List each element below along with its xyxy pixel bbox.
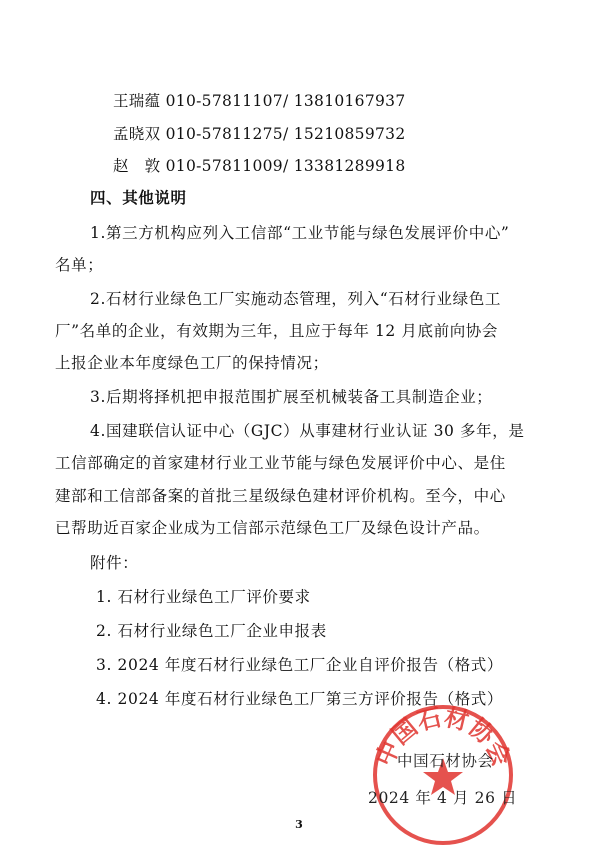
paragraph-line: 3.后期将择机把申报范围扩展至机械装备工具制造企业； <box>90 388 493 406</box>
paragraph-line: 工信部确定的首家建材行业工业节能与绿色发展评价中心、是住 <box>55 454 506 472</box>
attachment-item: 3. 2024 年度石材行业绿色工厂企业自评价报告（格式） <box>96 656 503 674</box>
attachment-item: 2. 石材行业绿色工厂企业申报表 <box>96 622 327 640</box>
paragraph-line: 1.第三方机构应列入工信部“工业节能与绿色发展评价中心” <box>90 224 510 242</box>
paragraph-line: 2.石材行业绿色工厂实施动态管理，列入“石材行业绿色工 <box>90 290 501 308</box>
contact-phones: 010-57811107/ 13810167937 <box>165 92 406 110</box>
contact-name: 孟晓双 <box>113 125 161 143</box>
contact-line-1 <box>113 91 405 111</box>
paragraph-line: 已帮助近百家企业成为工信部示范绿色工厂及绿色设计产品。 <box>55 519 490 537</box>
paragraph-line: 4.国建联信认证中心（GJC）从事建材行业认证 30 多年，是 <box>90 422 525 440</box>
contact-name: 赵 敦 <box>113 157 161 175</box>
attachment-item: 4. 2024 年度石材行业绿色工厂第三方评价报告（格式） <box>96 690 503 708</box>
contact-phones: 010-57811009/ 13381289918 <box>165 157 406 175</box>
section-heading: 四、其他说明 <box>90 188 187 207</box>
paragraph-line: 名单； <box>55 256 104 274</box>
svg-text:中国石材协会: 中国石材协会 <box>370 703 516 771</box>
attachments-label: 附件： <box>90 554 139 572</box>
contact-phones: 010-57811275/ 15210859732 <box>165 125 406 143</box>
attachment-item: 1. 石材行业绿色工厂评价要求 <box>96 588 311 606</box>
page-number: 3 <box>295 818 303 831</box>
signature-date: 2024 年 4 月 26 日 <box>368 789 518 807</box>
paragraph-line: 上报企业本年度绿色工厂的保持情况； <box>55 354 329 372</box>
contact-line-2 <box>113 124 405 144</box>
paragraph-line: 厂”名单的企业，有效期为三年，且应于每年 12 月底前向协会 <box>55 322 499 340</box>
paragraph-line: 建部和工信部备案的首批三星级绿色建材评价机构。至今，中心 <box>55 487 506 505</box>
contact-name: 王瑞蕴 <box>113 92 161 110</box>
signature-organization: 中国石材协会 <box>397 752 494 770</box>
contact-line-3 <box>113 156 405 176</box>
